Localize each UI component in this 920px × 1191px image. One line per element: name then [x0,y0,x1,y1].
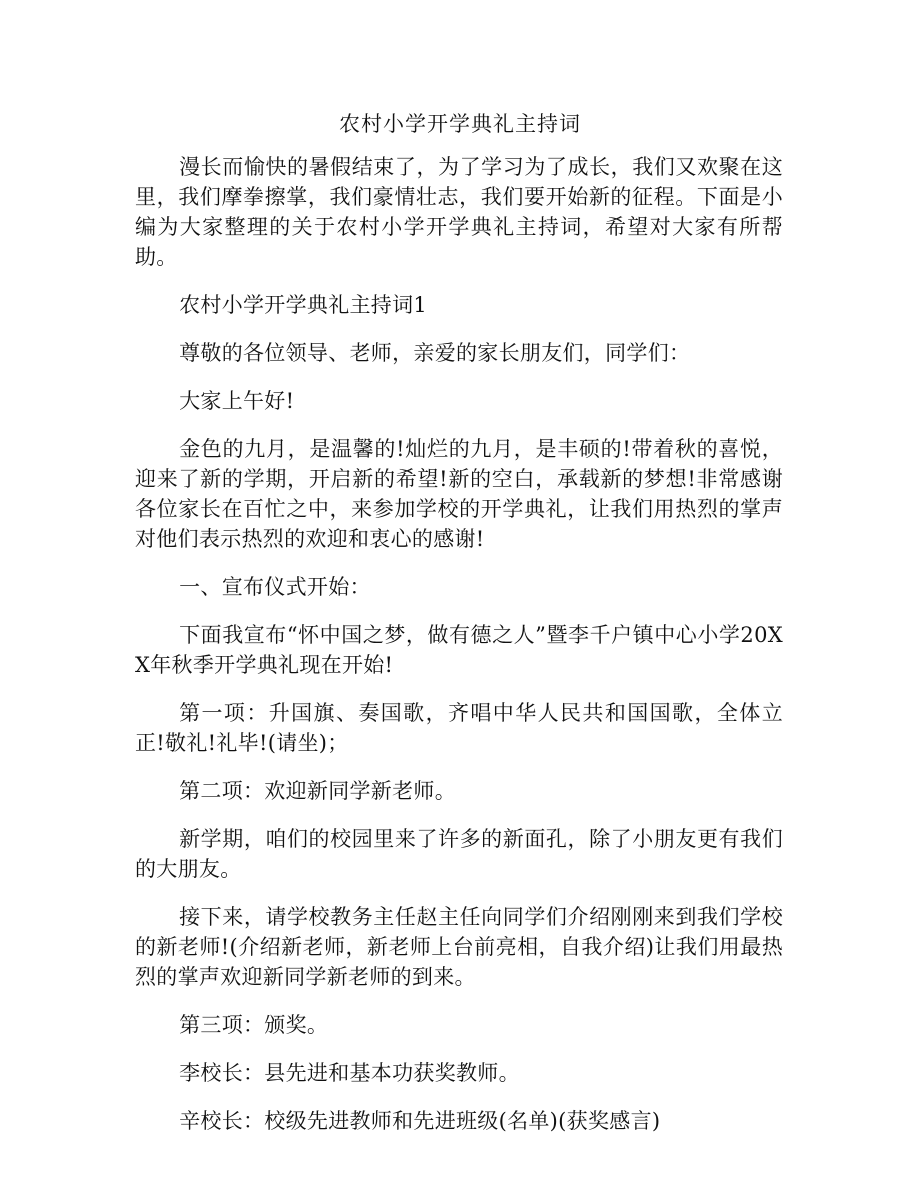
award-line-2: 辛校长：校级先进教师和先进班级(名单)(获奖感言) [179,1109,661,1133]
item-heading-1: 一、宣布仪式开始： [179,575,371,599]
salutation: 尊敬的各位领导、老师，亲爱的家长朋友们，同学们： [179,341,691,365]
intro-paragraph: 漫长而愉快的暑假结束了，为了学习为了成长，我们又欢聚在这里，我们摩拳擦掌，我们豪情壮志，我们要开始新的征程。下面是小编为大家整理的关于农村小学开学典礼主持词，希望对大家有所帮助。 [135,155,783,269]
agenda-item-3: 第三项：颁奖。 [179,1013,329,1037]
document-title: 农村小学开学典礼主持词 [339,112,581,136]
announcement-paragraph: 下面我宣布“怀中国之梦，做有德之人”暨李千户镇中心小学20XX年秋季开学典礼现在开始! [135,623,783,677]
document-body [135,152,783,1154]
greeting: 大家上午好! [179,389,295,413]
introduce-teachers-paragraph: 接下来，请学校教务主任赵主任向同学们介绍刚刚来到我们学校的新老师!(介绍新老师，新老师上台前亮相，自我介绍)让我们用最热烈的掌声欢迎新同学新老师的到来。 [135,905,783,989]
opening-paragraph: 金色的九月，是温馨的!灿烂的九月，是丰硕的!带着秋的喜悦，迎来了新的学期，开启新的希望!新的空白，承载新的梦想!非常感谢各位家长在百忙之中，来参加学校的开学典礼，让我们用热烈的掌声对他们表示热烈的欢迎和衷心的感谢! [135,437,783,551]
award-line-1: 李校长：县先进和基本功获奖教师。 [179,1061,520,1085]
agenda-item-2: 第二项：欢迎新同学新老师。 [179,779,456,803]
agenda-item-1: 第一项：升国旗、奏国歌，齐唱中华人民共和国国歌，全体立正!敬礼!礼毕!(请坐)； [135,701,783,755]
new-faces-paragraph: 新学期，咱们的校园里来了许多的新面孔，除了小朋友更有我们的大朋友。 [135,827,783,881]
section-heading: 农村小学开学典礼主持词1 [179,293,428,317]
